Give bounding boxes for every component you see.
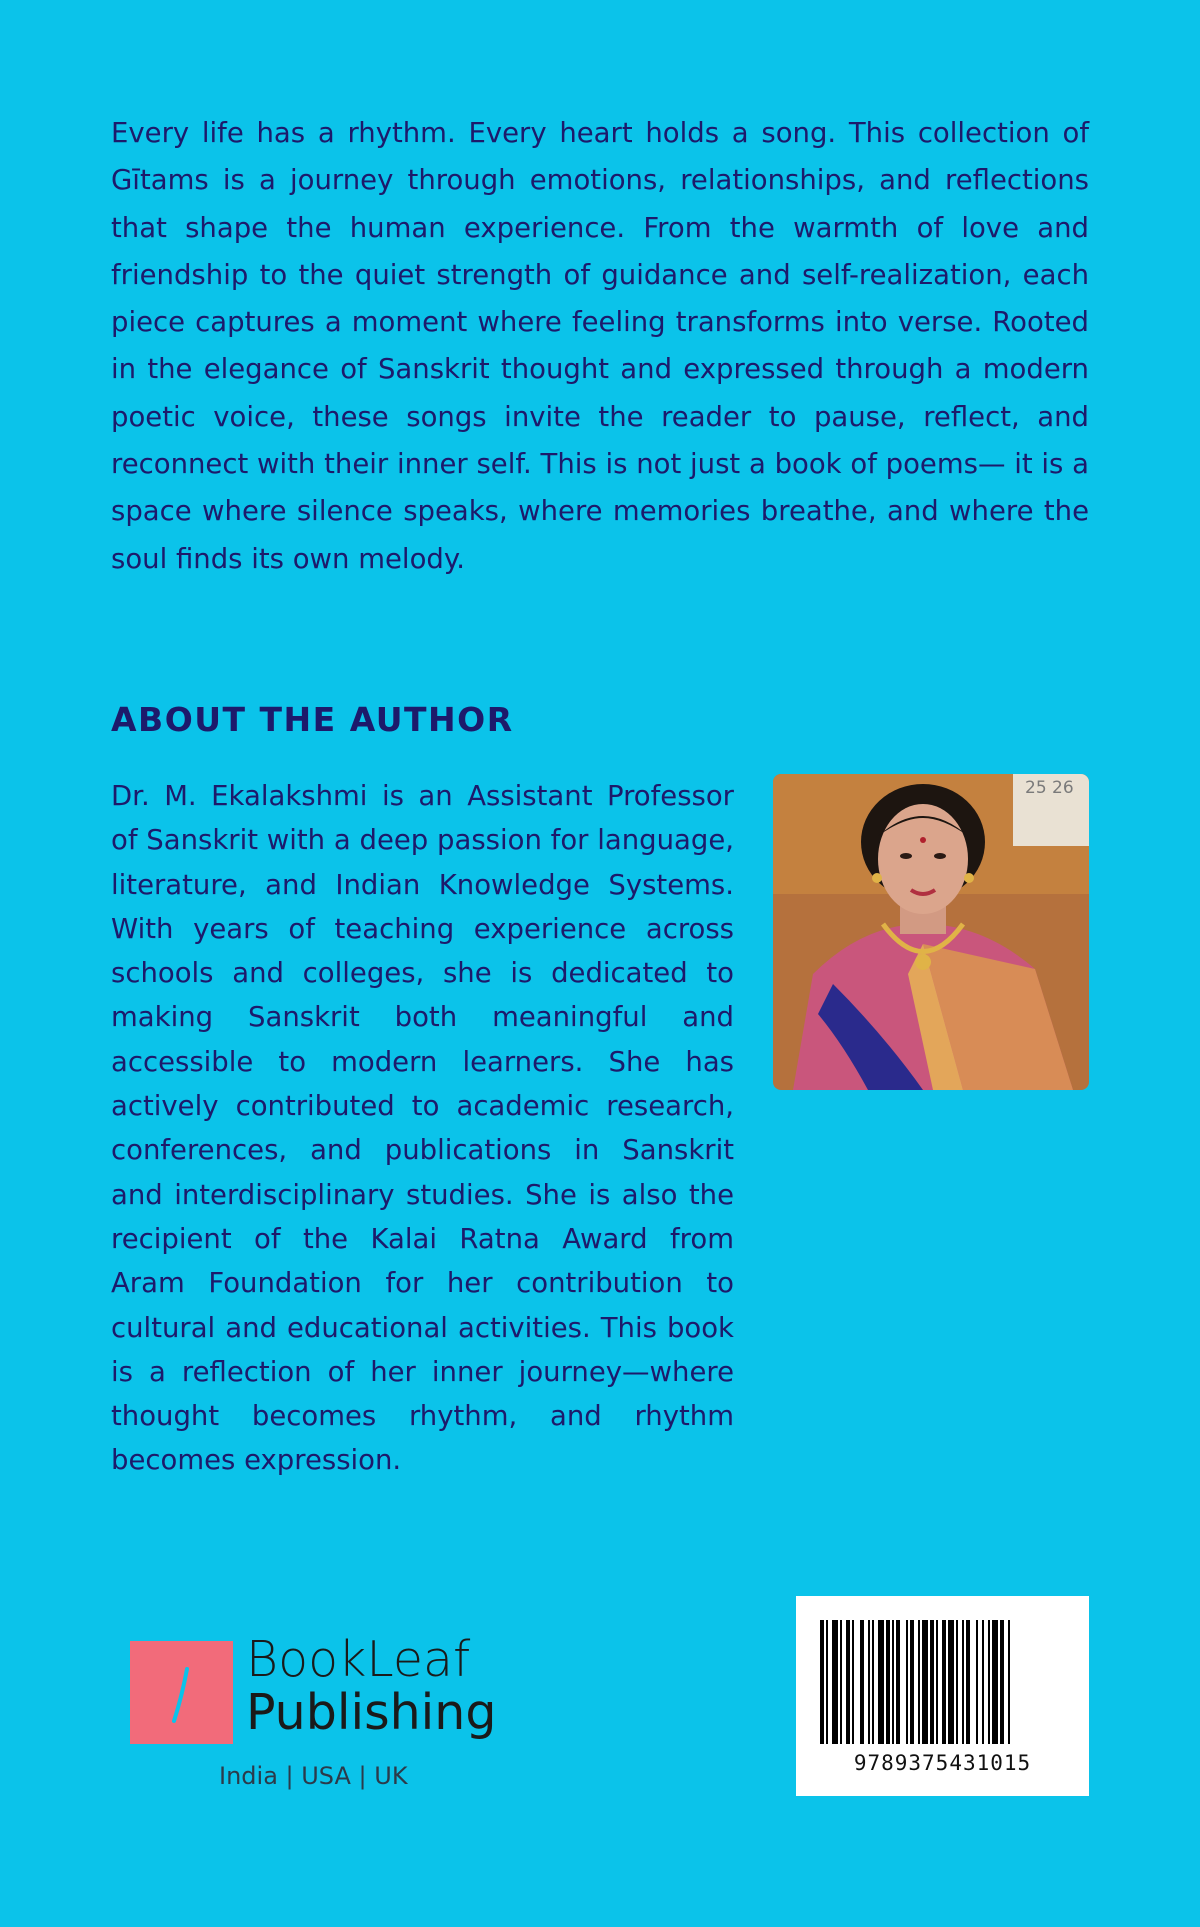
barcode-bar xyxy=(872,1620,874,1744)
barcode-bar xyxy=(922,1620,928,1744)
barcode-bar xyxy=(918,1620,920,1744)
isbn-barcode xyxy=(796,1596,1089,1796)
barcode-bar xyxy=(1000,1620,1004,1744)
barcode-bar xyxy=(820,1620,824,1744)
leaf-logo-icon xyxy=(130,1641,233,1744)
barcode-bars-icon xyxy=(820,1620,1065,1744)
about-author-heading: ABOUT THE AUTHOR xyxy=(111,700,514,739)
barcode-bar xyxy=(846,1620,850,1744)
author-bio: Dr. M. Ekalakshmi is an Assistant Professor of Sanskrit with a deep passion for language, literature, and Indian Knowledge Systems. With years of teaching experience across schools and colleges, she is dedicated to making Sanskrit both meaningful and accessible to modern learners. She has actively contributed to academic research, conferences, and publications in Sanskrit and interdisciplinary studies. She is also the recipient of the Kalai Ratna Award from Aram Foundation for her contribution to cultural and educational activities. This book is a reflection of her inner journey—where thought becomes rhythm, and rhythm becomes expression. xyxy=(111,780,734,1477)
barcode-bar xyxy=(886,1620,890,1744)
barcode-bar xyxy=(860,1620,864,1744)
barcode-bar xyxy=(988,1620,990,1744)
barcode-bar xyxy=(936,1620,938,1744)
barcode-bar xyxy=(826,1620,828,1744)
barcode-bar xyxy=(910,1620,914,1744)
barcode-bar xyxy=(992,1620,998,1744)
barcode-bar xyxy=(832,1620,838,1744)
barcode-bar xyxy=(966,1620,970,1744)
publisher-name-line1: BookLeaf xyxy=(246,1631,471,1688)
barcode-bar xyxy=(942,1620,946,1744)
isbn-number: 9789375431015 xyxy=(853,1751,1032,1775)
barcode-bar xyxy=(976,1620,978,1744)
barcode-bar xyxy=(948,1620,954,1744)
barcode-bar xyxy=(892,1620,894,1744)
publisher-name-line2: Publishing xyxy=(246,1684,497,1741)
barcode-bar xyxy=(868,1620,870,1744)
barcode-bar xyxy=(962,1620,964,1744)
bookleaf-publishing-logo xyxy=(130,1631,510,1798)
barcode-bar xyxy=(906,1620,908,1744)
barcode-bar xyxy=(878,1620,884,1744)
barcode-bar xyxy=(1008,1620,1010,1744)
publisher-regions: India | USA | UK xyxy=(219,1762,408,1790)
barcode-bar xyxy=(840,1620,842,1744)
barcode-bar xyxy=(852,1620,854,1744)
barcode-bar xyxy=(896,1620,900,1744)
barcode-bar xyxy=(982,1620,984,1744)
author-photo xyxy=(773,774,1089,1090)
calendar-numbers: 25 26 xyxy=(1025,778,1074,798)
barcode-bar xyxy=(956,1620,958,1744)
barcode-bar xyxy=(930,1620,934,1744)
back-cover-blurb: Every life has a rhythm. Every heart holds a song. This collection of Gītams is a journey through emotions, relationships, and reflections that shape the human experience. From the warmth of love and friendship to the quiet strength of guidance and self-realization, each piece captures a moment where feeling transforms into verse. Rooted in the elegance of Sanskrit thought and expressed through a modern poetic voice, these songs invite the reader to pause, reflect, and reconnect with their inner self. This is not just a book of poems— it is a space where silence speaks, where memories breathe, and where the soul finds its own melody. xyxy=(111,117,1089,575)
